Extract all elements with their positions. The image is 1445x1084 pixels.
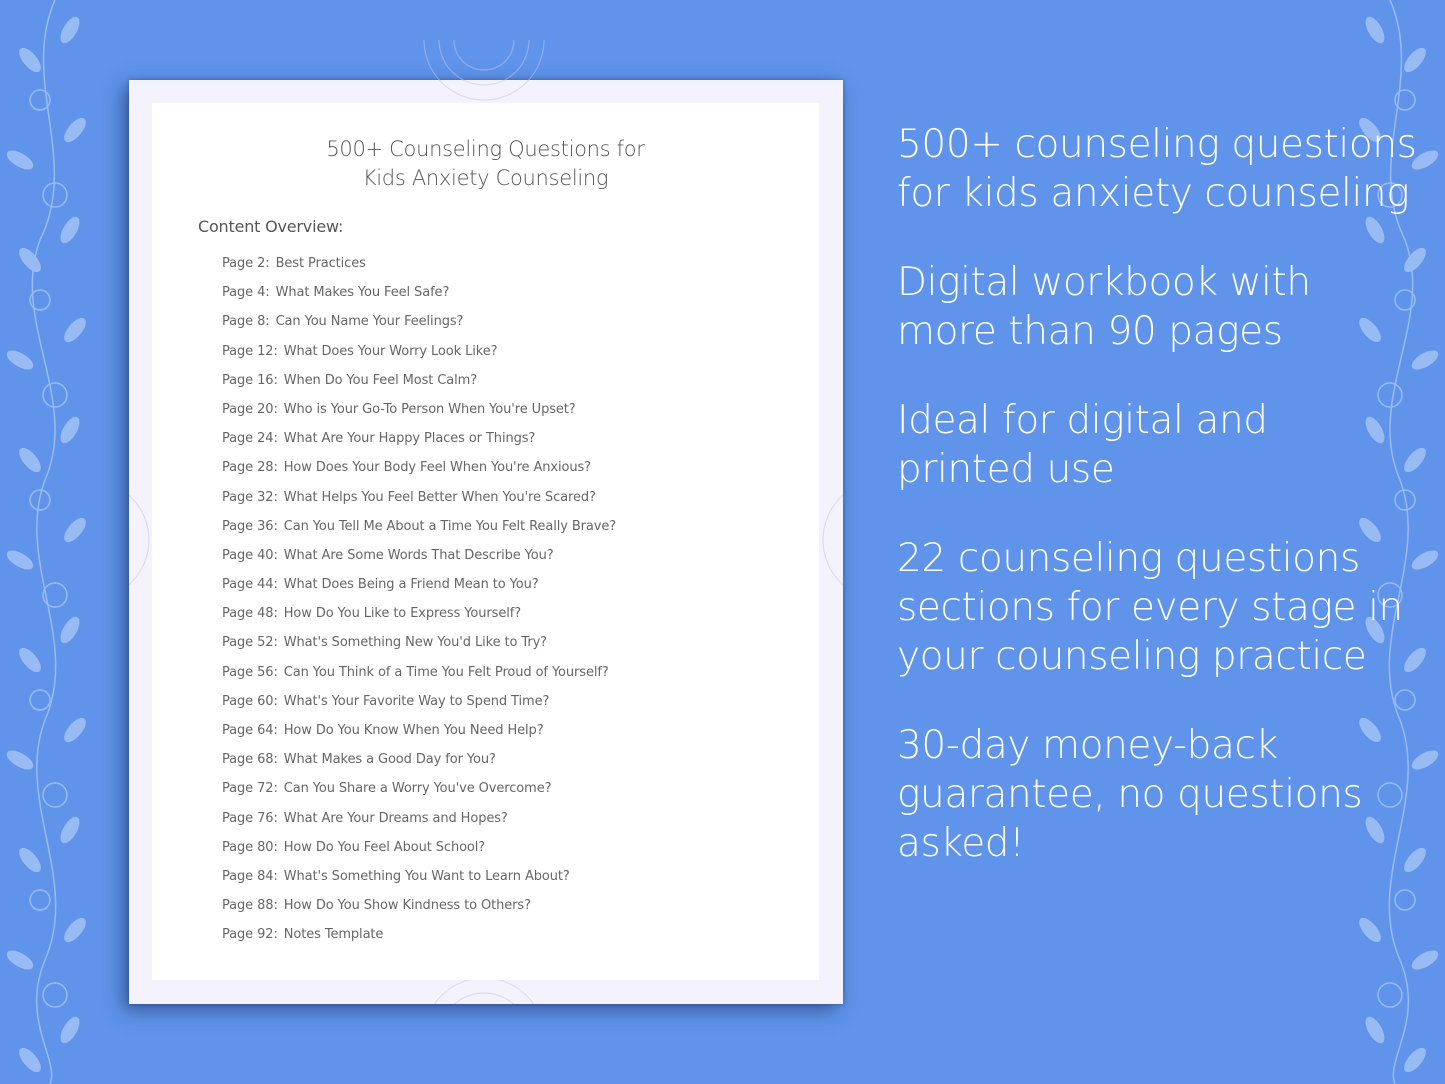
toc-item: Page 60: What's Your Favorite Way to Spend Time? (222, 693, 550, 709)
toc-item: Page 24: What Are Your Happy Places or Things? (222, 431, 536, 447)
document-title (152, 135, 819, 193)
document-title-line2: Kids Anxiety Counseling (362, 166, 609, 190)
toc-item: Page 48: How Do You Like to Express Yourself? (222, 606, 522, 622)
feature-item: 30-day money-back guarantee, no questions asked! (897, 723, 1363, 866)
document-title-line1: 500+ Counseling Questions for (326, 137, 645, 161)
toc-item: Page 92: Notes Template (222, 927, 384, 943)
feature-item: Digital workbook with more than 90 pages (897, 260, 1311, 354)
toc-item: Page 84: What's Something You Want to Learn About? (222, 868, 570, 884)
floral-vine-left-icon (0, 0, 110, 1084)
feature-item: 22 counseling questions sections for every stage in your counseling practice (897, 536, 1403, 679)
content-overview-label: Content Overview: (198, 217, 344, 236)
toc-item: Page 52: What's Something New You'd Like to Try? (222, 635, 547, 651)
feature-item: Ideal for digital and printed use (897, 398, 1268, 492)
table-of-contents (222, 256, 616, 957)
feature-item: 500+ counseling questions for kids anxiety counseling (897, 122, 1417, 216)
toc-item: Page 8: Can You Name Your Feelings? (222, 314, 464, 330)
toc-item: Page 44: What Does Being a Friend Mean to You? (222, 577, 539, 593)
mandala-right-icon (819, 460, 843, 620)
mandala-left-icon (129, 460, 153, 620)
toc-item: Page 40: What Are Some Words That Describe You? (222, 547, 554, 563)
toc-item: Page 64: How Do You Know When You Need Help? (222, 723, 544, 738)
toc-item: Page 32: What Helps You Feel Better When You're Scared? (222, 489, 596, 505)
mandala-top-icon (379, 40, 589, 106)
mandala-bottom-icon (379, 978, 589, 1004)
toc-item: Page 20: Who is Your Go-To Person When You're Upset? (222, 401, 576, 417)
toc-item: Page 76: What Are Your Dreams and Hopes? (222, 810, 508, 826)
toc-item: Page 56: Can You Think of a Time You Felt Proud of Yourself? (222, 664, 609, 680)
toc-item: Page 12: What Does Your Worry Look Like? (222, 343, 498, 359)
toc-item: Page 68: What Makes a Good Day for You? (222, 752, 496, 768)
toc-item: Page 36: Can You Tell Me About a Time You Felt Really Brave? (222, 518, 617, 534)
toc-item: Page 4: What Makes You Feel Safe? (222, 285, 450, 301)
toc-item: Page 72: Can You Share a Worry You've Overcome? (222, 781, 552, 797)
toc-item: Page 80: How Do You Feel About School? (222, 839, 486, 855)
toc-item: Page 28: How Does Your Body Feel When You're Anxious? (222, 460, 591, 476)
toc-item: Page 88: How Do You Show Kindness to Others? (222, 898, 531, 914)
feature-list (897, 120, 1417, 908)
toc-item: Page 2: Best Practices (222, 256, 366, 271)
document-page (152, 103, 819, 980)
toc-item: Page 16: When Do You Feel Most Calm? (222, 372, 478, 388)
